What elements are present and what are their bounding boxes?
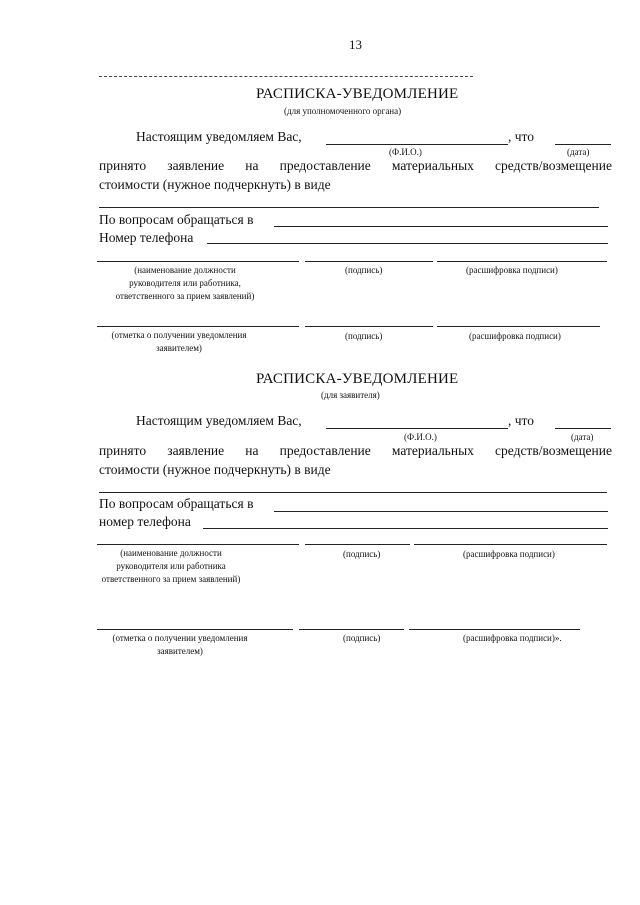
kind-line[interactable] bbox=[99, 492, 607, 493]
signature-line[interactable] bbox=[305, 261, 433, 262]
phone-line[interactable] bbox=[207, 243, 608, 244]
phone-label: номер телефона bbox=[99, 514, 191, 529]
decode-caption: (расшифровка подписи) bbox=[466, 265, 558, 275]
date-label: (дата) bbox=[567, 147, 590, 157]
position-caption: (наименование должности руководителя или работника ответственного за прием заявлений) bbox=[101, 548, 241, 584]
position-line[interactable] bbox=[97, 544, 299, 545]
signature-line-2[interactable] bbox=[305, 326, 433, 327]
fio-line[interactable] bbox=[326, 144, 508, 145]
contact-label: По вопросам обращаться в bbox=[99, 212, 254, 227]
mark-caption: (отметка о получении уведомления заявителем) bbox=[111, 330, 247, 353]
fio-label: (Ф.И.О.) bbox=[404, 432, 437, 442]
paragraph-line1: принято заявление на предоставление материальных средств/возмещение bbox=[99, 443, 612, 458]
decode-line[interactable] bbox=[414, 544, 607, 545]
signature-caption: (подпись) bbox=[345, 265, 383, 275]
mark-caption: (отметка о получении уведомления заявителем) bbox=[112, 633, 248, 656]
notice-start: Настоящим уведомляем Вас, bbox=[136, 413, 302, 428]
decode-line-2[interactable] bbox=[437, 326, 600, 327]
receipt-subtitle: (для заявителя) bbox=[321, 390, 380, 400]
decode-caption-2: (расшифровка подписи)». bbox=[463, 633, 562, 643]
top-separator bbox=[99, 76, 473, 77]
contact-line[interactable] bbox=[274, 226, 608, 227]
notice-start: Настоящим уведомляем Вас, bbox=[136, 129, 302, 144]
contact-line[interactable] bbox=[274, 511, 608, 512]
signature-caption-2: (подпись) bbox=[343, 633, 381, 643]
paragraph-line2: стоимости (нужное подчеркнуть) в виде bbox=[99, 177, 331, 192]
signature-line-2[interactable] bbox=[299, 629, 404, 630]
phone-label: Номер телефона bbox=[99, 230, 194, 245]
decode-line-2[interactable] bbox=[409, 629, 580, 630]
signature-line[interactable] bbox=[305, 544, 410, 545]
paragraph-line2: стоимости (нужное подчеркнуть) в виде bbox=[99, 462, 331, 477]
date-label: (дата) bbox=[571, 432, 594, 442]
notice-that: , что bbox=[508, 129, 535, 144]
kind-line[interactable] bbox=[99, 207, 599, 208]
signature-caption: (подпись) bbox=[343, 549, 381, 559]
mark-line[interactable] bbox=[97, 629, 293, 630]
notice-that: , что bbox=[508, 413, 535, 428]
decode-caption: (расшифровка подписи) bbox=[463, 549, 555, 559]
fio-label: (Ф.И.О.) bbox=[389, 147, 422, 157]
paragraph-line1: принято заявление на предоставление материальных средств/возмещение bbox=[99, 158, 612, 173]
phone-line[interactable] bbox=[203, 528, 608, 529]
date-line[interactable] bbox=[555, 428, 611, 429]
decode-caption-2: (расшифровка подписи) bbox=[469, 331, 561, 341]
decode-line[interactable] bbox=[437, 261, 607, 262]
mark-line[interactable] bbox=[97, 326, 299, 327]
receipt-title: РАСПИСКА-УВЕДОМЛЕНИЕ bbox=[256, 86, 459, 102]
fio-line[interactable] bbox=[326, 428, 508, 429]
page-number: 13 bbox=[349, 37, 362, 52]
contact-label: По вопросам обращаться в bbox=[99, 496, 254, 511]
receipt-subtitle: (для уполномоченного органа) bbox=[284, 106, 402, 116]
date-line[interactable] bbox=[555, 144, 611, 145]
signature-caption-2: (подпись) bbox=[345, 331, 383, 341]
position-line[interactable] bbox=[97, 261, 299, 262]
position-caption: (наименование должности руководителя или работника, ответственного за прием заявлений) bbox=[115, 265, 255, 301]
receipt-title: РАСПИСКА-УВЕДОМЛЕНИЕ bbox=[256, 371, 459, 387]
